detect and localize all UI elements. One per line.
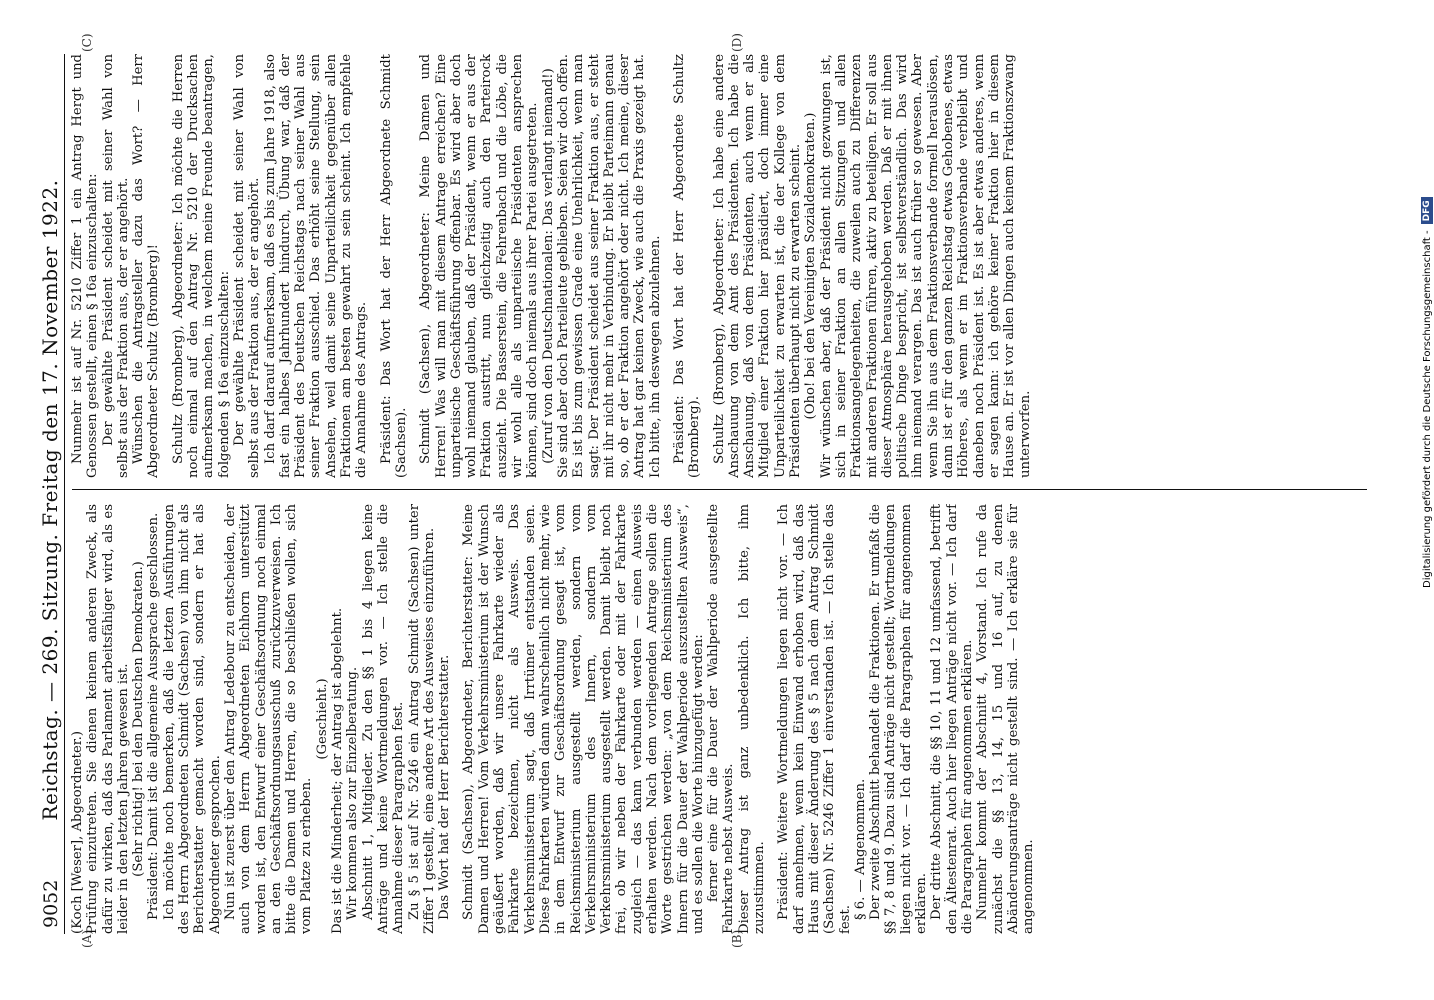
page-header-title: Reichstag. — 269. Sitzung. Freitag den 17. November 1922. (38, 179, 62, 821)
paragraph: Der gewählte Präsident scheidet mit seiner Wahl von selbst aus der Fraktion aus, der er angehört. (100, 54, 131, 478)
paragraph: ferner eine für die Dauer der Wahlperiode ausgestellte Fahrkarte nebst Ausweis. (706, 504, 737, 934)
paragraph-gap (767, 504, 776, 934)
column-divider (72, 489, 1367, 490)
paragraph: (Koch [Weser], Abgeordneter.) (70, 731, 85, 934)
paragraph: Der zweite Abschnitt behandelt die Fraktionen. Er umfaßt die §§ 7, 8 und 9. Dazu sind Anträge nicht gestellt; Wortmeldungen liegen nicht vor. — Ich darf die Paragraphen für angenommen erklären. (868, 504, 930, 934)
paragraph: Wünschen die Antragsteller dazu das Wort? — Herr Abgeordneter Schultz (Bromberg)! (131, 54, 162, 478)
paragraph: Nun ist zuerst über den Antrag Ledebour zu entscheiden, der auch von dem Herrn Abgeordneten Eichhorn unterstützt worden ist, den Entwurf einer Geschäftsordnung noch einmal an den Geschäftsordnungsausschuß zurückzuverweisen. Ich bitte die Damen und Herren, die so beschließen wollen, sich vom Platze zu erheben. (222, 504, 315, 934)
right-text-column (70, 54, 1370, 478)
paragraph: Dieser Antrag ist ganz unbedenklich. Ich bitte, ihm zuzustimmen. (736, 504, 768, 934)
paragraph: Ich darf darauf aufmerksam, daß es bis zum Jahre 1918, also fast ein halbes Jahrhundert hindurch, Übung war, daß der Präsident des Deutschen Reichstags nach seiner Wahl aus seiner Fraktion ausschied. Das erhöht seine Stellung, sein Ansehen, weil damit seine Unparteilichkeit gegenüber allen Fraktionen am besten gewahrt zu sein scheint. Ich empfehle die Annahme des Antrags. (262, 54, 370, 478)
paragraph: Nunmehr kommt der Abschnitt 4, Vorstand. Ich rufe da zunächst die §§ 13, 14, 15 und 16 auf, zu denen Abänderungsanträge nicht gestellt sind. — Ich erkläre sie für angenommen. (975, 504, 1037, 934)
paragraph: Sie sind aber doch Parteileute geblieben. Seien wir doch offen. Es ist bis zum gewissen Grade eine Unehrlichkeit, wenn man sagt: Der Präsident scheidet aus seiner Fraktion aus, er steht mit ihr nicht mehr in Verbindung. Er bleibt Parteimann genau so, ob er der Fraktion angehört oder nicht. Ich meine, dieser Antrag hat gar keinen Zweck, wie auch die Praxis gezeigt hat. Ich bitte, ihn deswegen abzulehnen. (555, 54, 663, 478)
paragraph: Präsident: Das Wort hat der Herr Abgeordnete Schmidt (Sachsen). (378, 54, 409, 478)
margin-mark-a: (A) (80, 929, 94, 948)
paragraph: Wir kommen also zur Einzelberatung. (345, 666, 361, 920)
margin-mark-b: (B) (730, 929, 744, 948)
paragraph: Präsident: Das Wort hat der Herr Abgeordnete Schultz (Bromberg). (671, 54, 703, 478)
paragraph: Schultz (Bromberg), Abgeordneter: Ich möchte die Herren noch einmal auf den Antrag Nr. 5210 der Drucksachen aufmerksam machen, in welchem meine Freunde beantragen, folgenden § 16a einzuschalten: (170, 54, 232, 478)
header-rule (64, 54, 65, 934)
paragraph: Präsident: Damit ist die allgemeine Aussprache geschlossen. (146, 512, 162, 920)
paragraph: Ich möchte noch bemerken, daß die letzten Ausführungen des Herrn Abgeordneten Schmidt (Sachsen) von ihm nicht als Berichterstatter gemacht worden sind, sondern er hat als Abgeordneter gesprochen. (161, 504, 223, 934)
dfg-logo-icon: DFG (1421, 197, 1433, 224)
paragraph: Nunmehr ist auf Nr. 5210 Ziffer 1 ein Antrag Hergt und Genossen gestellt, einen § 16a einzuschalten: (70, 54, 101, 478)
paragraph: Das Wort hat der Herr Berichterstatter. (437, 654, 453, 920)
left-text-column (70, 504, 1370, 934)
paragraph: (Sehr richtig! bei den Deutschen Demokraten.) (131, 561, 147, 877)
paragraph: Wir wünschen aber, daß der Präsident nicht gezwungen ist, sich in seiner Fraktion an allen Sitzungen und allen Fraktionsangelegenheiten, die zuweilen auch zu Differenzen mit anderen Fraktionen führen, aktiv zu beteiligen. Er soll aus dieser Atmosphäre herausgehoben werden. Daß er mit ihnen politische Dinge bespricht, ist selbstverständlich. Das wird ihm niemand verargen. Das ist auch früher so gewesen. Aber wenn Sie ihn aus dem Fraktionsverbande formell herauslösen, dann ist er für den ganzen Reichstag etwas Gehobenes, etwas Höheres, als wenn er im Fraktionsverbande verbleibt und daneben noch Präsident ist. Es ist aber etwas anderes, wenn er sagen kann: ich gehöre keiner Fraktion hier in diesem Hause an. Er ist vor allen Dingen auch keinem Fraktionszwang unterworfen. (818, 54, 1033, 478)
paragraph: (Geschieht.) (314, 678, 330, 760)
dfg-caption-text: Digitalisierung gefördert durch die Deutsche Forschungsgemeinschaft - (1421, 230, 1433, 588)
paragraph-gap (452, 504, 461, 934)
paragraph: Das ist die Minderheit; der Antrag ist abgelehnt. (330, 607, 346, 934)
paragraph-gap (409, 54, 418, 478)
margin-mark-c: (C) (80, 33, 94, 52)
paragraph: Schmidt (Sachsen), Abgeordneter, Berichterstatter: Meine Damen und Herren! Vom Verkehrsministerium ist der Wunsch geäußert worden, daß wir unsere Fahrkarte wieder als Fahrkarte bezeichnen, nicht als Ausweis. Das Verkehrsministerium sagt, daß Irrtümer entstanden seien. Diese Fahrkarten würden dann wahrscheinlich nicht mehr, wie in dem Entwurf zur Geschäftsordnung gesagt ist, vom Reichsministerium ausgestellt werden, sondern vom Verkehrsministerium des Innern, sondern vom Verkehrsministerium ausgestellt werden. Damit bleibt noch frei, ob wir neben der Fahrkarte oder mit der Fahrkarte zugleich — das kann verbunden werden — einen Ausweis erhalten werden. Nach dem vorliegenden Antrage sollen die Worte gestrichen werden: „von dem Reichsministerium des Innern für die Dauer der Wahlperiode auszustellten Ausweis“, und es sollen die Worte hinzugefügt werden: (461, 504, 706, 934)
paragraph: § 6. — Angenommen. (852, 778, 868, 920)
paragraph-gap (370, 54, 379, 478)
paragraph: (Zuruf von den Deutschnationalen: Das verlangt niemand!) (540, 68, 556, 464)
paragraph: (Oho! bei den Vereinigten Sozialdemokraten.) (803, 112, 819, 420)
paragraph: Präsident: Weitere Wortmeldungen liegen nicht vor. — Ich darf annehmen, wenn kein Einwand erhoben wird, daß das Haus mit dieser Änderung des § 5 nach dem Antrag Schmidt (Sachsen) Nr. 5246 Ziffer 1 einverstanden ist. — Ich stelle das fest. (776, 504, 853, 934)
paragraph: Prüfung einzutreten. Sie dienen keinem anderen Zweck, als dafür zu wirken, daß das Parlament arbeitsfähiger wird, als es leider in den letzten Jahren gewesen ist. (85, 504, 131, 934)
paragraph: Zu § 5 ist auf Nr. 5246 ein Antrag Schmidt (Sachsen) unter Ziffer 1 gestellt, eine andere Art des Ausweises einzuführen. (406, 504, 437, 934)
paragraph: Schultz (Bromberg), Abgeordneter: Ich habe eine andere Anschauung von dem Amt des Präsidenten. Ich habe die Anschauung, daß von dem Präsidenten, auch wenn er als Mitglied einer Fraktion hier präsidiert, doch immer eine Unparteilichkeit zu erwarten ist, die der Kollege von dem Präsidenten überhaupt nicht zu erwarten scheint. (711, 54, 804, 478)
margin-mark-d: (D) (730, 33, 744, 52)
paragraph: Abschnitt 1, Mitglieder. Zu den §§ 1 bis 4 liegen keine Anträge und keine Wortmeldungen vor. — Ich stelle die Annahme dieser Paragraphen fest. (360, 504, 407, 934)
dfg-side-caption (1417, 8, 1434, 588)
paragraph: Schmidt (Sachsen), Abgeordneter: Meine Damen und Herren! Was will man mit diesem Antrage erreichen? Eine unparteiische Geschäftsführung offenbar. Es wird aber doch wohl niemand glauben, daß der Präsident, wenn er aus der Fraktion austritt, nun gleichzeitig auch den Parteirock auszieht. Die Basserstein, die Fehrenbach und die Löbe, die wir wohl alle als unparteiische Präsidenten ansprechen können, sind doch niemals aus ihrer Partei ausgetreten. (418, 54, 541, 478)
paragraph: Der dritte Abschnitt, die §§ 10, 11 und 12 umfassend, betrifft den Ältestenrat. Auch hier liegen Anträge nicht vor. — Ich darf die Paragraphen für angenommen erklären. (929, 504, 975, 934)
paragraph-gap (703, 54, 712, 478)
paragraph-gap (663, 54, 672, 478)
paragraph-gap (162, 54, 171, 478)
page-number: 9052 (40, 879, 62, 928)
paragraph: Der gewählte Präsident scheidet mit seiner Wahl von selbst aus der Fraktion aus, der er angehört. (231, 54, 263, 478)
